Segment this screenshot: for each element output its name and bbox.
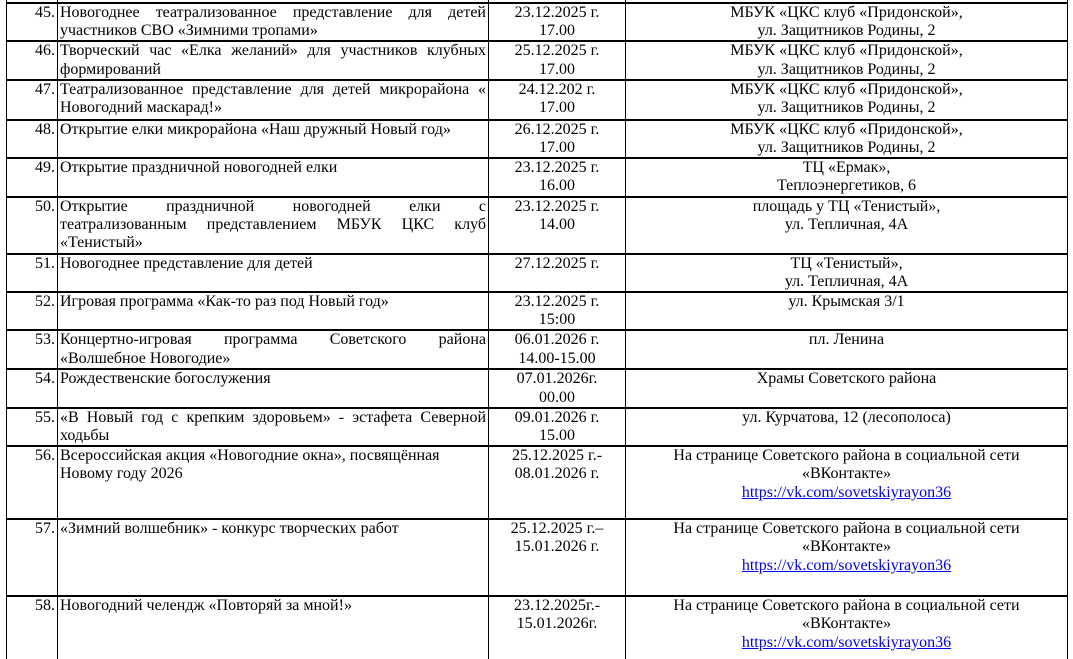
row-number-cell: 54. <box>7 369 58 407</box>
event-title-line: Всероссийская акция «Новогодние окна», посвящённая <box>60 447 440 465</box>
event-title-line: Новогодний маскарад!» <box>60 99 222 117</box>
event-location-cell: МБУК «ЦКС клуб «Придонской», ул. Защитников Родины, 2 <box>626 120 1068 158</box>
event-date-cell: 09.01.2026 г. 15.00 <box>489 408 626 446</box>
event-title-line: «Зимний волшебник» - конкурс творческих работ <box>60 520 399 538</box>
event-title-cell <box>58 41 489 79</box>
event-title-line: Новогоднее театрализованное представление для детей <box>60 4 486 21</box>
event-title-cell <box>58 158 489 196</box>
row-number-cell: 55. <box>7 408 58 446</box>
event-location-cell: ТЦ «Ермак», Теплоэнергетиков, 6 <box>626 158 1068 196</box>
table-row <box>7 120 1068 158</box>
event-title-line: «В Новый год с крепким здоровьем» - эстафета Северной <box>60 408 486 426</box>
event-title-line: театрализованным представлением МБУК ЦКС клуб <box>60 215 486 233</box>
row-number-cell: 51. <box>7 254 58 292</box>
event-title-line: Театрализованное представление для детей микрорайона « <box>60 80 486 98</box>
event-location-cell: МБУК «ЦКС клуб «Придонской», ул. Защитников Родины, 2 <box>626 41 1068 79</box>
row-number-cell: 58. <box>7 596 58 659</box>
event-location-cell: На странице Советского района в социальной сети «ВКонтакте» https://vk.com/sovetskiyrayon36 <box>626 519 1068 596</box>
table-row <box>7 197 1068 254</box>
event-title-line: участников СВО «Зимними тропами» <box>60 22 318 40</box>
row-number-cell: 53. <box>7 330 58 369</box>
row-number-cell: 45. <box>7 3 58 41</box>
row-number-cell: 52. <box>7 292 58 330</box>
row-number-cell: 56. <box>7 446 58 519</box>
table-row <box>7 519 1068 596</box>
event-date-cell: 06.01.2026 г. 14.00-15.00 <box>489 330 626 369</box>
event-title-cell <box>58 197 489 254</box>
table-row <box>7 596 1068 659</box>
event-location-cell: На странице Советского района в социальной сети «ВКонтакте» https://vk.com/sovetskiyrayon36 <box>626 596 1068 659</box>
table-row <box>7 369 1068 407</box>
table-row <box>7 254 1068 292</box>
event-title-line: Открытие праздничной новогодней елки с <box>60 197 486 215</box>
event-title-line: Творческий час «Елка желаний» для участников клубных <box>60 42 486 60</box>
event-date-cell: 26.12.2025 г. 17.00 <box>489 120 626 158</box>
event-location-cell: площадь у ТЦ «Тенистый», ул. Тепличная, 4А <box>626 197 1068 254</box>
event-title-line: Концертно-игровая программа Советского района <box>60 331 486 349</box>
event-date-cell: 07.01.2026г. 00.00 <box>489 369 626 407</box>
event-location-cell: МБУК «ЦКС клуб «Придонской», ул. Защитников Родины, 2 <box>626 80 1068 120</box>
event-title-cell <box>58 408 489 446</box>
event-title-line: Новогоднее представление для детей <box>60 254 313 272</box>
event-date-cell: 23.12.2025 г. 15:00 <box>489 292 626 330</box>
event-location-cell: На странице Советского района в социальной сети «ВКонтакте» https://vk.com/sovetskiyrayon36 <box>626 446 1068 519</box>
event-title-line: Новогодний челендж «Повторяй за мной!» <box>60 597 352 615</box>
event-title-line: Новому году 2026 <box>60 465 183 483</box>
event-location-cell: ТЦ «Тенистый», ул. Тепличная, 4А <box>626 254 1068 292</box>
event-date-cell: 25.12.2025 г. 17.00 <box>489 41 626 79</box>
table-row <box>7 292 1068 330</box>
event-date-cell: 27.12.2025 г. <box>489 254 626 292</box>
events-table <box>6 0 1068 659</box>
event-date-cell: 24.12.202 г. 17.00 <box>489 80 626 120</box>
event-title-line: Открытие елки микрорайона «Наш дружный Новый год» <box>60 120 451 138</box>
row-number-cell: 57. <box>7 519 58 596</box>
event-location-cell: МБУК «ЦКС клуб «Придонской», ул. Защитников Родины, 2 <box>626 3 1068 41</box>
event-date-cell: 25.12.2025 г.– 15.01.2026 г. <box>489 519 626 596</box>
event-location-cell: пл. Ленина <box>626 330 1068 369</box>
event-title-line: Игровая программа «Как-то раз под Новый год» <box>60 293 389 311</box>
row-number-cell: 50. <box>7 197 58 254</box>
vk-link[interactable]: https://vk.com/sovetskiyrayon36 <box>741 633 952 651</box>
event-title-line: Рождественские богослужения <box>60 370 271 388</box>
vk-link[interactable]: https://vk.com/sovetskiyrayon36 <box>741 483 952 501</box>
event-date-cell: 25.12.2025 г.- 08.01.2026 г. <box>489 446 626 519</box>
table-row <box>7 408 1068 446</box>
event-title-cell <box>58 80 489 120</box>
table-row <box>7 446 1068 519</box>
event-date-cell: 23.12.2025 г. 17.00 <box>489 3 626 41</box>
event-title-cell <box>58 292 489 330</box>
table-row <box>7 330 1068 369</box>
event-title-cell <box>58 330 489 369</box>
event-date-cell: 23.12.2025 г. 16.00 <box>489 158 626 196</box>
table-row <box>7 80 1068 120</box>
event-title-line: Открытие праздничной новогодней елки <box>60 159 338 177</box>
row-number-cell: 47. <box>7 80 58 120</box>
row-number-cell: 48. <box>7 120 58 158</box>
event-title-cell <box>58 254 489 292</box>
events-table-body <box>7 0 1068 659</box>
table-row <box>7 3 1068 41</box>
event-location-cell: Храмы Советского района <box>626 369 1068 407</box>
event-date-cell: 23.12.2025г.- 15.01.2026г. <box>489 596 626 659</box>
event-location-cell: ул. Курчатова, 12 (лесополоса) <box>626 408 1068 446</box>
row-number-cell: 49. <box>7 158 58 196</box>
table-row <box>7 41 1068 79</box>
event-title-cell <box>58 446 489 519</box>
row-number-cell: 46. <box>7 41 58 79</box>
event-date-cell: 23.12.2025 г. 14.00 <box>489 197 626 254</box>
event-title-cell <box>58 369 489 407</box>
event-title-cell <box>58 596 489 659</box>
table-row <box>7 158 1068 196</box>
vk-link[interactable]: https://vk.com/sovetskiyrayon36 <box>741 556 952 574</box>
event-title-line: формирований <box>60 60 161 78</box>
event-title-line: ходьбы <box>60 427 110 445</box>
event-title-cell <box>58 519 489 596</box>
event-location-cell: ул. Крымская 3/1 <box>626 292 1068 330</box>
event-title-line: «Волшебное Новогодие» <box>60 349 231 367</box>
event-title-cell <box>58 120 489 158</box>
event-title-line: «Тенистый» <box>60 234 143 252</box>
event-title-cell <box>58 3 489 41</box>
